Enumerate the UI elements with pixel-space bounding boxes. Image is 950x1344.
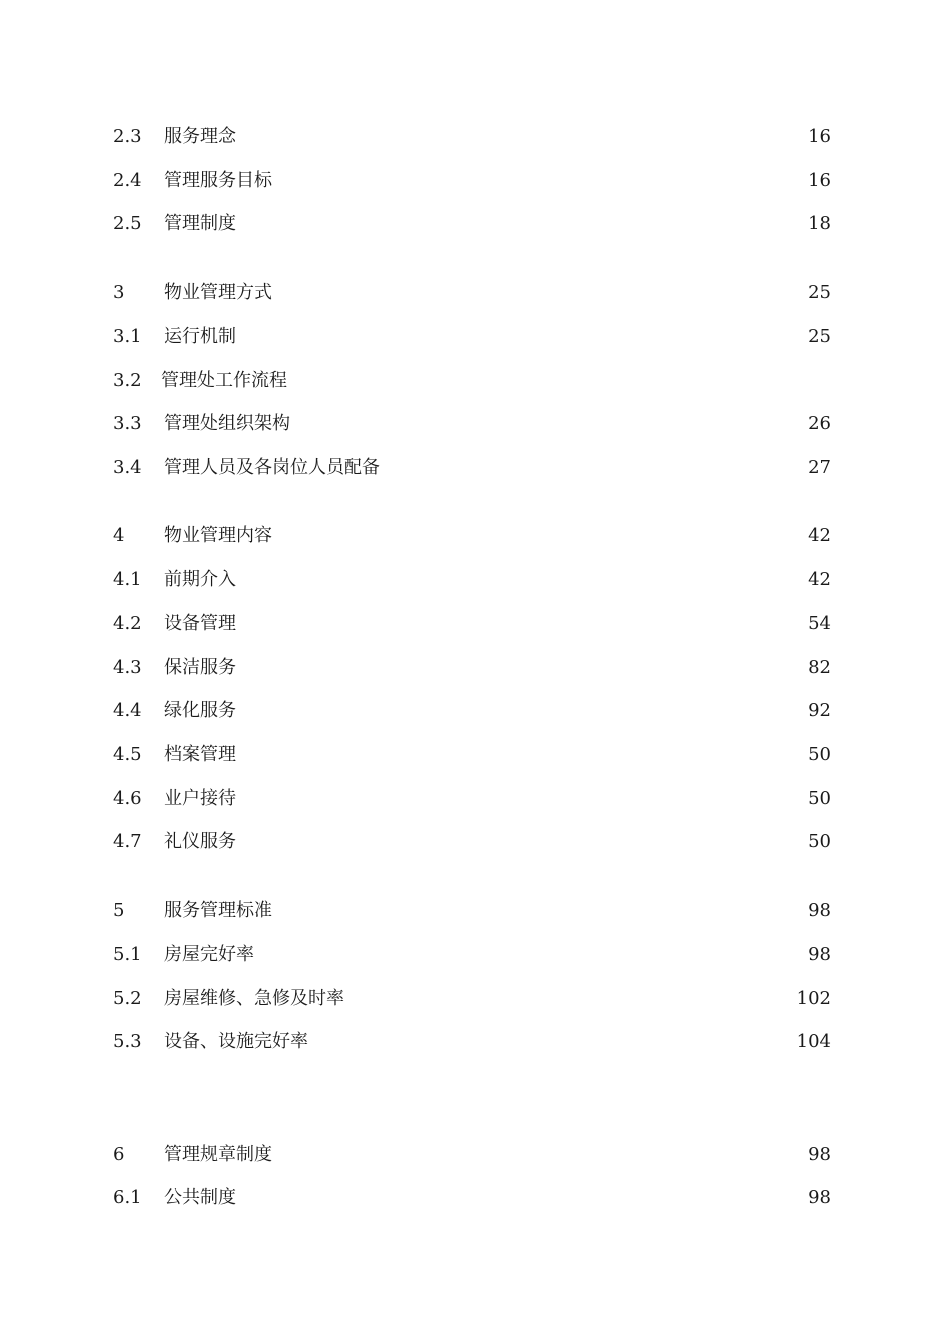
toc-entry-title: 保洁服务 [164, 657, 236, 678]
toc-entry-page: 50 [808, 744, 831, 765]
toc-entry-5-3 [113, 1027, 831, 1057]
toc-entry-page: 98 [808, 1187, 831, 1208]
toc-entry-4-4 [113, 696, 831, 726]
toc-entry-6 [113, 1140, 831, 1170]
toc-entry-title: 运行机制 [164, 326, 236, 347]
toc-entry-number: 5.3 [113, 1031, 142, 1052]
toc-entry-2-5 [113, 209, 831, 239]
toc-entry-3 [113, 278, 831, 308]
toc-entry-4 [113, 521, 831, 551]
toc-entry-page: 92 [808, 700, 831, 721]
toc-entry-title: 管理规章制度 [164, 1144, 272, 1165]
toc-entry-title: 服务理念 [164, 126, 236, 147]
toc-entry-page: 42 [808, 569, 831, 590]
toc-entry-3-4 [113, 453, 831, 483]
toc-entry-title: 档案管理 [164, 744, 236, 765]
toc-entry-title: 绿化服务 [164, 700, 236, 721]
toc-entry-title: 公共制度 [164, 1187, 236, 1208]
toc-entry-3-1 [113, 322, 831, 352]
toc-entry-title: 管理服务目标 [164, 170, 272, 191]
toc-entry-page: 50 [808, 788, 831, 809]
toc-entry-number: 5.1 [113, 944, 142, 965]
toc-entry-title: 房屋完好率 [164, 944, 254, 965]
toc-entry-5-1 [113, 940, 831, 970]
toc-entry-title: 管理制度 [164, 213, 236, 234]
toc-entry-page: 25 [808, 282, 831, 303]
toc-entry-page: 27 [808, 457, 831, 478]
toc-entry-2-3 [113, 122, 831, 152]
toc-entry-number: 4 [113, 525, 125, 546]
toc-entry-3-2 [113, 366, 831, 396]
toc-entry-number: 5 [113, 900, 125, 921]
toc-entry-number: 4.2 [113, 613, 142, 634]
toc-entry-4-3 [113, 653, 831, 683]
toc-entry-page: 98 [808, 1144, 831, 1165]
toc-entry-title: 服务管理标准 [164, 900, 272, 921]
toc-entry-page: 25 [808, 326, 831, 347]
toc-entry-5 [113, 896, 831, 926]
toc-entry-title: 礼仪服务 [164, 831, 236, 852]
toc-entry-page: 104 [796, 1031, 831, 1052]
toc-entry-page: 54 [808, 613, 831, 634]
toc-entry-title: 业户接待 [164, 788, 236, 809]
toc-entry-page: 16 [808, 170, 831, 191]
toc-entry-page: 50 [808, 831, 831, 852]
toc-entry-page: 42 [808, 525, 831, 546]
toc-entry-title: 设备管理 [164, 613, 236, 634]
toc-entry-number: 2.5 [113, 213, 142, 234]
toc-entry-number: 4.1 [113, 569, 142, 590]
toc-entry-number: 2.3 [113, 126, 142, 147]
toc-entry-title: 物业管理内容 [164, 525, 272, 546]
toc-entry-number: 6 [113, 1144, 125, 1165]
toc-entry-page: 16 [808, 126, 831, 147]
toc-entry-4-5 [113, 740, 831, 770]
toc-entry-number: 5.2 [113, 988, 142, 1009]
toc-entry-title: 管理处工作流程 [161, 370, 287, 391]
toc-entry-number: 2.4 [113, 170, 142, 191]
toc-entry-title: 房屋维修、急修及时率 [164, 988, 344, 1009]
toc-entry-title: 管理处组织架构 [164, 413, 290, 434]
toc-entry-3-3 [113, 409, 831, 439]
toc-entry-4-7 [113, 827, 831, 857]
toc-entry-4-6 [113, 784, 831, 814]
toc-entry-number: 4.5 [113, 744, 142, 765]
toc-entry-4-2 [113, 609, 831, 639]
toc-entry-2-4 [113, 166, 831, 196]
toc-entry-page: 82 [808, 657, 831, 678]
toc-entry-number: 3.3 [113, 413, 142, 434]
toc-entry-6-1 [113, 1183, 831, 1213]
toc-entry-title: 管理人员及各岗位人员配备 [164, 457, 380, 478]
toc-entry-4-1 [113, 565, 831, 595]
toc-entry-page: 102 [796, 988, 831, 1009]
toc-entry-number: 3.4 [113, 457, 142, 478]
toc-entry-5-2 [113, 984, 831, 1014]
toc-entry-page: 98 [808, 944, 831, 965]
toc-entry-title: 前期介入 [164, 569, 236, 590]
toc-entry-number: 3.1 [113, 326, 142, 347]
toc-entry-number: 4.6 [113, 788, 142, 809]
toc-entry-number: 3 [113, 282, 125, 303]
toc-entry-number: 4.7 [113, 831, 142, 852]
toc-entry-page: 26 [808, 413, 831, 434]
toc-entry-number: 4.4 [113, 700, 142, 721]
toc-entry-number: 4.3 [113, 657, 142, 678]
toc-entry-page: 18 [808, 213, 831, 234]
toc-entry-title: 设备、设施完好率 [164, 1031, 308, 1052]
toc-entry-title: 物业管理方式 [164, 282, 272, 303]
toc-entry-number: 6.1 [113, 1187, 142, 1208]
toc-entry-number: 3.2 [113, 370, 142, 391]
toc-entry-page: 98 [808, 900, 831, 921]
